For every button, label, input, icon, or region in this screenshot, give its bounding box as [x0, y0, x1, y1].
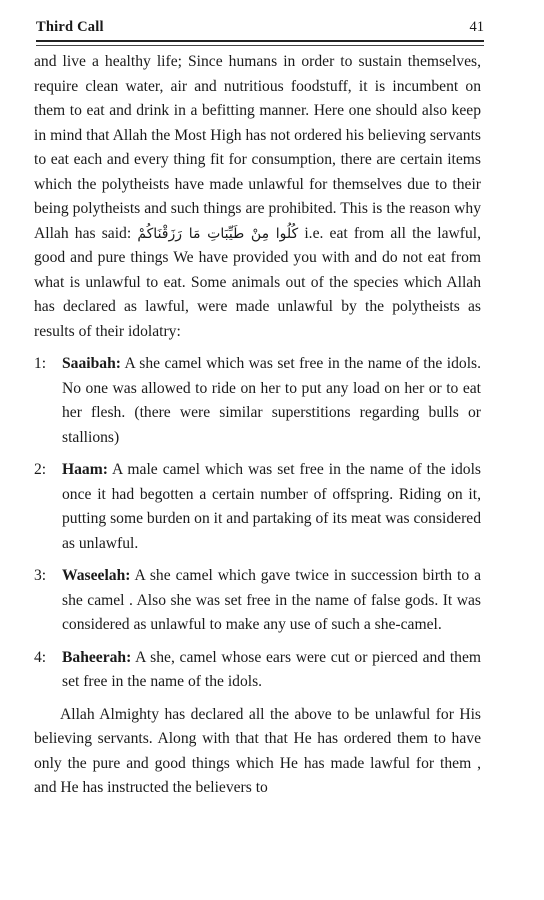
list-item-term: Baheerah: — [62, 648, 132, 666]
header-rule-thin — [36, 45, 484, 46]
list-item-number: 2: — [34, 461, 47, 478]
prohibited-animals-list — [34, 352, 481, 695]
list-item-definition: A she camel which gave twice in succession birth to a she camel . Also she was set free in the name of false gods. It was considered as unlawful to make any use of such a she-camel. — [62, 567, 481, 633]
list-item-text — [62, 458, 481, 556]
intro-paragraph — [34, 50, 481, 344]
page-body — [34, 50, 481, 801]
closing-paragraph: Allah Almighty has declared all the above to be unlawful for His believing servants. Along with that that He has ordered them to have only the pure and good things which He has made lawful for them , and He has instructed the believers to — [34, 705, 481, 796]
list-item-number: 4: — [34, 648, 47, 666]
list-item — [34, 458, 481, 556]
list-item-number: 1: — [34, 355, 47, 372]
page-number: 41 — [469, 19, 484, 35]
list-item — [34, 646, 481, 695]
arabic-quote: كُلُوا مِنْ طَيِّبَاتِ مَا رَزَقْنَاكُمْ — [137, 225, 299, 242]
list-item-number: 3: — [34, 567, 47, 584]
list-item-term: Haam: — [62, 461, 108, 478]
intro-text-after: i.e. eat from all the lawful, good and pure things We have provided you with and do not eat from what is unlawful to eat. Some animals out of the species which Allah has declared as lawful, were made unlawful by the polytheists as results of their idolatry: — [34, 224, 481, 340]
list-item-text — [62, 646, 481, 695]
list-item-term: Saaibah: — [62, 355, 121, 372]
list-item-text — [62, 564, 481, 638]
list-item-definition: A she camel which was set free in the name of the idols. No one was allowed to ride on her to put any load on her or to eat her flesh. (there were similar superstitions regarding bulls or stallions) — [62, 355, 481, 446]
intro-text-before: and live a healthy life; Since humans in order to sustain themselves, require clean water, air and nutritious foodstuff, it is incumbent on them to eat and drink in a befitting manner. Here one should also keep in mind that Allah the Most High has not ordered his believing servants to eat each and every thing fit for consumption, there are certain items which the polytheists have made unlawful for themselves due to their being polytheists and such things are prohibited. This is the reason why Allah has said: — [34, 53, 481, 242]
list-item — [34, 352, 481, 450]
list-item-definition: A male camel which was set free in the name of the idols once it had begotten a certain number of offspring. Riding on it, putting some burden on it and partaking of its meat was considered as unlawful. — [62, 461, 481, 552]
running-header — [36, 19, 484, 41]
list-item-term: Waseelah: — [62, 567, 131, 584]
list-item — [34, 564, 481, 638]
list-item-text — [62, 352, 481, 450]
chapter-title: Third Call — [36, 19, 104, 35]
list-item-definition: A she, camel whose ears were cut or pierced and them set free in the name of the idols. — [62, 648, 481, 690]
header-rule-thick — [36, 40, 484, 42]
